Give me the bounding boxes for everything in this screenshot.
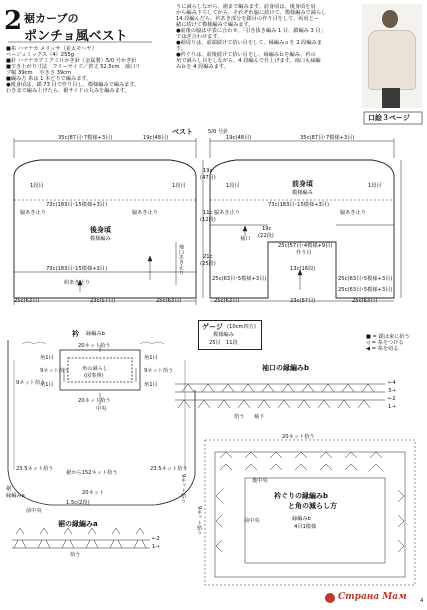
instruction-line: ●前後の脇は中表に合わせ、「引き抜き編み 1 目、鎖編み 3 目」 xyxy=(176,28,326,34)
back-row-label: 73c(183目･15模様+3目) xyxy=(46,202,107,208)
model-legs xyxy=(382,88,400,108)
hem-label-2: 縁編みa xyxy=(6,493,25,499)
shoulder-right-2: 25c(63目･5模様+3目) xyxy=(338,287,393,293)
collar-corner: 角1目 xyxy=(40,355,54,361)
sleeve-edge-row: 1→ xyxy=(388,404,396,410)
needle-size: 5/0 号針 xyxy=(208,129,229,135)
material-line: ●後身頃は、鎖 73 目で作り目し、模様編みで編みます。 xyxy=(6,82,140,88)
hem-left-pick: 23.5ネット拾う xyxy=(16,466,54,472)
instructions-block xyxy=(176,4,356,70)
instruction-line: す。 xyxy=(176,46,186,52)
dim-top-left: 35c(87目･7模様+3目) xyxy=(58,135,113,141)
sleeve-edge-title: 袖口の縁編みb xyxy=(262,364,310,372)
collar-outline xyxy=(8,340,195,505)
dim-top-far-right: 19c(48目) xyxy=(226,135,252,141)
neck-edge-title-3: 縁編みb xyxy=(292,516,311,522)
front-mid-label: 25c(57目･4模様+9目) xyxy=(278,243,333,249)
dim-top-right: 35c(87目･7模様+3目) xyxy=(300,135,355,141)
gauge-pattern: 模様編み xyxy=(213,332,234,338)
back-arrows xyxy=(78,256,152,292)
dim-19c-2: 19c xyxy=(262,226,272,232)
material-line: わきまで編み上げたら、裾サイドの丸みを編みます。 xyxy=(6,88,130,94)
bottom-25c-right: 25c(63目) xyxy=(156,298,182,304)
neck-edge-back-center: 後中央 xyxy=(252,478,268,484)
model-vest xyxy=(368,30,416,90)
sleeve-edge-row: ←2 xyxy=(388,396,396,402)
instruction-line: 14 段編んだら、衿あき部分を鎖目の作り目をして、両肩とー xyxy=(176,16,320,22)
start-mark: 1段目 xyxy=(368,183,382,189)
legend-item: ■ = 鎖は束に拾う xyxy=(366,334,410,340)
page-number: 4 xyxy=(420,598,424,604)
waki-label: 脇あき止り xyxy=(340,210,366,216)
hem-edge-title: 裾の縁編みa xyxy=(58,520,98,528)
collar-corner-note: 角の減らし xyxy=(82,366,108,372)
collar-corner-note-2: (図参照) xyxy=(84,373,104,379)
bottom-25c-front-right: 25c(63目) xyxy=(352,298,378,304)
hem-bottom-pick: 20ネット xyxy=(82,490,105,496)
gauge-unit: (10cm四方) xyxy=(227,324,256,330)
start-mark: 1段目 xyxy=(226,183,240,189)
collar-sleeve-mark: 9ネット拾う xyxy=(180,474,186,504)
dim-21c-rows: (25段) xyxy=(200,261,216,267)
dim-19c: 19c xyxy=(203,168,213,174)
collar-sub: 縁編みb xyxy=(86,331,105,337)
instruction-line: みｂを 4 段編みます。 xyxy=(176,64,229,70)
material-line: ブ幅 39cm やきさ 39cm xyxy=(6,70,72,76)
front-mid-label-2: 作り目 xyxy=(296,250,312,256)
sleeve-left-label: 袖口 xyxy=(240,236,251,242)
materials-block xyxy=(6,46,140,94)
hem-label: 裾 xyxy=(6,486,12,492)
gauge-values: 25目 11段 xyxy=(209,340,238,346)
model-head xyxy=(382,10,398,28)
side-open-left: 脇あき止り xyxy=(20,210,46,216)
bottom-23c-front: 23c(57目) xyxy=(290,298,316,304)
collar-left-pick: 9ネット拾う xyxy=(40,368,70,374)
material-line: ベージュミックス（4）255g xyxy=(6,52,75,58)
dim-19c-2-rows: (22段) xyxy=(258,233,274,239)
start-mark: 1段目 xyxy=(172,183,186,189)
watermark-text: Страна Мам xyxy=(338,592,407,602)
neck-edge-top-pick: 20ネット拾う xyxy=(282,434,315,440)
back-dim-lines xyxy=(14,138,196,305)
gauge-box xyxy=(198,320,262,350)
pattern-title-line1: 裾カーブの xyxy=(24,12,79,25)
legend-item: ◁ = 糸をつける xyxy=(366,340,404,346)
neck-edge-title-1: 衿ぐりの縁編みb xyxy=(274,492,329,500)
sleeve-open-label: 袖口あき止り xyxy=(178,244,184,276)
gauge-title: ゲージ xyxy=(202,323,223,331)
dim-11c-rows: (12段) xyxy=(200,217,216,223)
material-line: ■針 ハマナカアミアミ片かぎ針（金属製）5/0 号かぎ針 xyxy=(6,58,137,64)
dim-11c: 11c xyxy=(203,210,213,216)
sleeve-edge-note: 袖下 xyxy=(254,414,265,420)
page-reference: 口絵３ページ xyxy=(368,114,410,122)
collar-left-side: 9ネット拾う xyxy=(16,380,46,386)
collar-corner: 角1目 xyxy=(144,355,158,361)
back-body-title: 後身頃 xyxy=(90,226,111,234)
back-row-label-2: 73c(183目･15模様+3目) xyxy=(46,266,107,272)
collar-title: 衿 xyxy=(72,330,79,338)
hem-center-pick: 裾から152ネット拾う xyxy=(66,470,118,476)
vest-title: ベスト xyxy=(172,128,193,136)
bottom-25c-front: 25c(63目) xyxy=(214,298,240,304)
collar-center: 中央 xyxy=(96,406,107,412)
front-row-label: 73c(183目･15模様+3目) xyxy=(268,202,329,208)
hem-edge-chart xyxy=(12,528,150,548)
model-photo xyxy=(362,4,422,108)
collar-front-center: 前中央 xyxy=(26,508,42,514)
neck-edge-chart xyxy=(205,440,415,585)
sleeve-edge-pick: 拾う xyxy=(234,414,245,420)
collar-bottom-pick: 20ネット拾う xyxy=(78,398,111,404)
instruction-line: から編み下ろしてから、それぞれ脇に続けて、模様編みで減らし xyxy=(176,10,327,16)
instruction-line: ●裾周りは、前端続けて拾い目をして、縁編みａを 2 段編みま xyxy=(176,40,322,46)
hem-right-pick: 23.5ネット拾う xyxy=(150,466,188,472)
sleeve-edge-chart xyxy=(175,384,385,408)
collar-top-pick: 20ネット拾う xyxy=(78,343,111,349)
dim-top-center: 19c(48目) xyxy=(143,135,169,141)
hem-rows: 1.5c(2段) xyxy=(66,500,90,506)
open-stop: 約あき止り xyxy=(64,280,90,286)
hem-edge-pick: 拾う xyxy=(70,552,81,558)
dim-19c-rows: (47目) xyxy=(200,175,216,181)
shoulder-left: 25c(63目･5模様+3目) xyxy=(212,276,267,282)
stitch-legend xyxy=(366,334,410,352)
neck-edge-title-2: と角の減らし方 xyxy=(288,502,337,510)
neck-edge-front-center: 前中央 xyxy=(244,518,260,524)
instruction-line: ●衿ぐりは、前後続けて拾い目をし、縁編みｂを編み、衿の xyxy=(176,52,316,58)
shoulder-right: 25c(63目･5模様+3目) xyxy=(338,276,393,282)
material-line: ■編み方 糸は 1 本どりで編みます。 xyxy=(6,76,92,82)
material-line: ■でき上がり寸法 フリーサイズ／着丈 52.5cm 袖口リ xyxy=(6,64,141,70)
collar-right-pick: 9ネット拾う xyxy=(144,368,174,374)
bottom-23c: 23c(57目) xyxy=(90,298,116,304)
start-mark: 1段目 xyxy=(30,183,44,189)
neck-edge-title-4: 4目1模様 xyxy=(294,524,317,530)
instruction-line: 緒に続けて模様編みで編みます。 xyxy=(176,22,254,28)
collar-corner: 角1目 xyxy=(40,382,54,388)
side-open-right: 脇あき止り xyxy=(214,210,240,216)
dim-21c: 21c xyxy=(203,254,213,260)
neck-edge-left-pick: 9ネット拾う xyxy=(196,506,202,536)
pattern-title-line2: ポンチョ風ベスト xyxy=(24,29,128,44)
pattern-number: 2 xyxy=(4,6,23,36)
sleeve-edge-row: 3→ xyxy=(388,388,396,394)
side-open-left-2: 脇あき止り xyxy=(132,210,158,216)
watermark-logo xyxy=(325,593,335,603)
hem-edge-row: 1→ xyxy=(152,544,160,550)
front-body-sub: 模様編み xyxy=(292,190,313,196)
front-body-title: 前身頃 xyxy=(292,180,313,188)
instruction-line: 角で減らし目をしながら、4 段編んで仕上げます。袖口も縁編 xyxy=(176,58,321,64)
legend-item: ◀ = 糸を切る xyxy=(366,346,399,352)
material-line: ■糸 ハマナカ メリッサ（並太モヘヤ） xyxy=(6,46,97,52)
bottom-25c: 25c(63目) xyxy=(14,298,40,304)
hem-edge-row: ←2 xyxy=(152,536,160,542)
sleeve-edge-row: ←4 xyxy=(388,380,396,386)
back-body-sub: 模様編み xyxy=(90,236,111,242)
instruction-line: ではぎ合わせます。 xyxy=(176,34,223,40)
collar-corner: 角1目 xyxy=(144,382,158,388)
dim-13c: 13c(16段) xyxy=(290,266,316,272)
instruction-line: うに減らしながら、裾まで編みます。前身頃は、後身頃を肩 xyxy=(176,4,316,10)
